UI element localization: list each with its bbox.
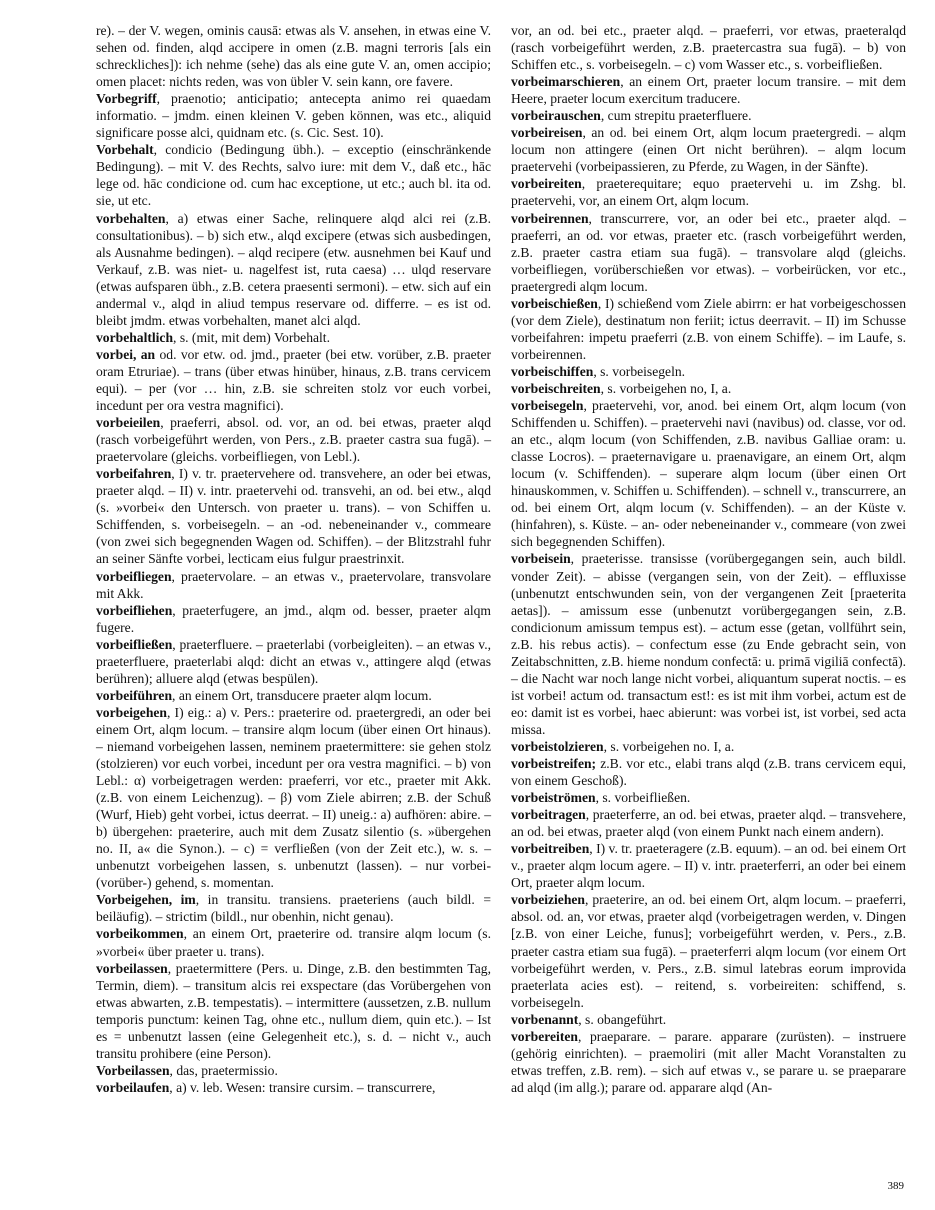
dictionary-entry (96, 891, 491, 925)
entry-headword: vorbeifließen (96, 636, 173, 652)
dictionary-entry (96, 960, 491, 1062)
dictionary-entry (511, 891, 906, 1010)
entry-text: , s. vorbeisegeln. (593, 363, 686, 379)
entry-headword: vorbehalten (96, 210, 166, 226)
entry-text: od. vor etw. od. jmd., praeter (bei etw. vorüber, z.B. praeter oram Etruriae). – trans (über etwas hinüber, hinaus, z.B. trans cervicem equi). – per (vor … hin, z.B. sie schreiten stolz vor euch vorbei, incedunt per ora vestra magnifici). (96, 346, 491, 414)
dictionary-entry (511, 380, 906, 397)
entry-headword: vorbeischießen (511, 295, 598, 311)
dictionary-entry (96, 346, 491, 414)
dictionary-entry (96, 210, 491, 329)
entry-headword: vorbereiten (511, 1028, 578, 1044)
entry-headword: vorbeilassen (96, 960, 168, 976)
entry-text: , praeterferre, an od. bei etwas, praeter alqd. – transvehere, an od. bei etwas, praeter alqd (von einem Punkt nach einem andern). (511, 807, 906, 840)
entry-headword: vorbeirennen (511, 210, 589, 226)
entry-headword: vorbeisegeln (511, 398, 584, 414)
entry-text: , praeterire, an od. bei einem Ort, alqm locum. – praeferri, absol. od. an, vor etwas, praeter alqd (vorbeigetragen werden, v. Dingen [z.B. von einer Leiche, funus]; vorbeigeführt werden, v. Pers., z.B. praeter castra etiam sua fugā). – praeterferri alqm locum (vor einem Ort vorbeigeführt werden, v. Pers., z.B. simul latebras eorum improvida praeterlata acies est). – reitend, s. vorbeireiten: schiffend, s. vorbeisegeln. (511, 892, 906, 1010)
entry-headword: vorbeirauschen (511, 108, 601, 124)
entry-text: , condicio (Bedingung übh.). – exceptio (einschränkende Bedingung). – mit V. des Rechts, salvo iure: mit dem V., daß etc., hāc lege od. hāc condicione od. cum hac exceptione, ut etc.; auch bl. ita od. sie, ut etc. (96, 142, 491, 209)
entry-headword: vorbeikommen (96, 926, 184, 942)
entry-text: , das, praetermissio. (169, 1062, 278, 1078)
dictionary-entry (96, 602, 491, 636)
entry-text: , in transitu. transiens. praeteriens (auch bildl. = beiläufig). – strictim (bildl., nur obenhin, nicht genau). (96, 892, 491, 925)
dictionary-entry (511, 124, 906, 175)
entry-text: z.B. vor etc., elabi trans alqd (z.B. trans cervicem equi, von einem Geschoß). (511, 756, 906, 789)
entry-text: , an einem Ort, transducere praeter alqm locum. (172, 687, 432, 703)
entry-text: , praeterfugere, an jmd., alqm od. besser, praeter alqm fugere. (96, 602, 491, 635)
entry-text: , s. obangeführt. (578, 1011, 667, 1027)
dictionary-entry (96, 1079, 491, 1096)
dictionary-entry (96, 414, 491, 465)
entry-text: , an einem Ort, praeter locum transire. – mit dem Heere, praeter locum exercitum traducere. (511, 74, 906, 107)
entry-text: , s. vorbeigehen no. I, a. (603, 738, 735, 754)
entry-text: , praeferri, absol. od. vor, an od. bei etwas, praeter alqd (rasch vorbeigeführt werden, von Pers., z.B. praeter castra sua fugā). – praetervolare (gleichs. vorbeifliegen, von Lebl.). (96, 415, 491, 465)
dictionary-entry (96, 925, 491, 959)
dictionary-entry (511, 210, 906, 295)
dictionary-entry (96, 1062, 491, 1079)
entry-text: , praeterequitare; equo praetervehi u. im Zshg. bl. praetervehi, vor, an einem Ort, alqm locum. (511, 176, 906, 209)
entry-headword: vorbeireiten (511, 176, 582, 192)
dictionary-entry (96, 90, 491, 141)
entry-text: , s. (mit, mit dem) Vorbehalt. (173, 329, 330, 345)
entry-headword: vorbeistreifen; (511, 756, 597, 772)
entry-text: , s. vorbeifließen. (595, 790, 691, 806)
entry-text: vor, an od. bei etc., praeter alqd. – praeferri, vor etwas, praeteralqd (rasch vorbeigeführt werden, z.B. praetercastra sua fugā). – b) von Schiffen etc., s. vorbeisegeln. – c) vom Wasser etc., s. vorbeifließen. (511, 23, 906, 73)
page-number: 389 (887, 1180, 904, 1192)
entry-headword: Vorbeigehen, im (96, 892, 196, 908)
entry-headword: vorbeiführen (96, 687, 173, 703)
entry-headword: vorbei, an (96, 346, 156, 362)
entry-text: , a) v. leb. Wesen: transire cursim. – transcurrere, (169, 1079, 436, 1095)
dictionary-entry (511, 175, 906, 209)
dictionary-entry (511, 1028, 906, 1096)
dictionary-entry (511, 550, 906, 738)
dictionary-entry (96, 568, 491, 602)
entry-text: , I) eig.: a) v. Pers.: praeterire od. praetergredi, an oder bei einem Ort, alqm locum. – transire alqm locum (über einen Ort hinaus). – niemand vorbeigehen lassen, neminem praetermittere: sie gehen stolz (stolzieren) vor euch vorbei, incedunt per ora vestra magnifici. – b) von Lebl.: α) vorbeigetragen werden: praeferri, vor etc., praeter mit Akk. (z.B. von einem Leichenzug). – β) vom Ziele abirren; z.B. der Schuß (Wurf, Hieb) geht vorbei, ictus deerrat. – II) uneig.: a) aufhören: abire. – b) übergehen: praeterire, auch mit dem Zusatz silentio (s. »übergehen no. II, a« die Synon.). – c) = verfließen (von der Zeit etc.), w. s. – unbenutzt vorbeigehen lassen, s. unbenutzt (lassen). – nur vorbei- (vorüber-) gehend, s. momentan. (96, 704, 491, 891)
entry-headword: vorbeifahren (96, 466, 172, 482)
dictionary-entry (511, 738, 906, 755)
entry-headword: vorbehaltlich (96, 329, 174, 345)
entry-headword: vorbeistolzieren (511, 738, 604, 754)
entry-text: , I) schießend vom Ziele abirrn: er hat vorbeigeschossen (vor dem Ziele), destinatum non feriit; ictus deerravit. – II) im Schusse vorbeifahren: impetu praeferri (z.B. von einem Schiffe). – im Laufe, s. vorbeirennen. (511, 295, 906, 362)
entry-text: , I) v. tr. praetervehere od. transvehere, an oder bei etwas, praeter alqd. – II) v. intr. praetervehi od. transvehi, an od. bei etw., alqd (s. »vorbei« den Untersch. von praeter u. trans). – von Schiffen u. Schiffenden, s. vorbeisegeln. – an -od. nebeneinander v., commeare (von zwei sich begegnenden Wagen od. Schiffen). – der Blitzstrahl fuhr an seiner Sänfte vorbei, lecticam eius fulgur praestrinxit. (96, 466, 491, 567)
entry-text: , a) etwas einer Sache, relinquere alqd alci rei (z.B. consultationibus). – b) sich etw., alqd excipere (etwas sich ausbedingen, als Ausnahme bedingen). – alqd recipere (etw. ausnehmen bei Kauf und Verkauf, z.B. was niet- u. nagelfest ist, ruta caesa) … ulqd reservare (etwas aufsparen übh., z.B. cetera praesenti sermoni). – etw. sich auf ein andermal v., alqd in aliud tempus reservare od. differre. – es ist od. bleibt jmdm. etwas vorbehalten, manet alci alqd. (96, 210, 491, 328)
entry-text: , praeterisse. transisse (vorübergegangen sein, auch bildl. vonder Zeit). – abisse (vergangen sein, von der Zeit). – effluxisse (unbenutzt entschwunden sein, von der vergangenen Zeit [praeterita aetas]). – amissum esse (unbenutzt vorübergegangen sein, z.B. condicionum amissum tempus est). – actum esse (getan, vollführt sein, z.B. his rebus actis). – confectum esse (zu Ende gebracht sein, von Zeitabschnitten, z.B. hieme nondum confectā: u. primā vigiliā confectā). – die Nacht war noch lange nicht vorbei, aliquantum superat noctis. – es ist vorbei! actum od. transactum est!: es ist mit ihm vorbei, actum est de eo: damit ist es vorbei, haec abierunt: was vorbei ist, ist vorbei, sed acta missa. (511, 551, 906, 737)
entry-text: , praeterfluere. – praeterlabi (vorbeigleiten). – an etwas v., praeterfluere, praeterlabi alqd: dicht an etwas v., attingere alqd (etwas berühren); alluere alqd (etwas bespülen). (96, 636, 491, 686)
dictionary-entry (96, 141, 491, 209)
entry-text: , I) v. tr. praeteragere (z.B. equum). – an od. bei einem Ort v., praeter alqm locum agere. – II) v. intr. praeterferri, an oder bei einem Ort, praeter alqm locum. (511, 841, 906, 891)
entry-text: , praeparare. – parare. apparare (zurüsten). – instruere (gehörig einrichten). – praemoliri (mit aller Macht Voranstalten zu etwas treffen, z.B. rem). – sich auf etwas v., se parare u. se praeparare ad alqd (im allg.); parare od. apparare alqd (An- (511, 1028, 906, 1095)
dictionary-entry (511, 789, 906, 806)
entry-headword: vorbeisein (511, 551, 571, 567)
entry-headword: Vorbehalt (96, 142, 154, 158)
entry-text: , praetermittere (Pers. u. Dinge, z.B. den bestimmten Tag, Termin, diem). – transitum alcis rei exspectare (das Vorübergehen von etwas abwarten, z.B. tempestatis). – intermittere (aussetzen, z.B. nullum temporis punctum: keinen Tag, ohne etc., nullum diem, quin etc.). – Ist es = unbenutzt lassen (eine Gelegenheit etc.), s. d. – nicht v., auch transitu prohibere (eine Person). (96, 960, 491, 1061)
entry-headword: vorbeiziehen (511, 892, 585, 908)
entry-text: , praetervehi, vor, anod. bei einem Ort, alqm locum (von Schiffenden u. Schiffen). – praetervehi navi (navibus) od. classe, vor od. an etc., alqm locum (von Schiffenden, z.B. navibus Galliae oram: u. classe Locros). – praeternavigare u. praenavigare, an einem Ort, alqm locum (v. Schiffenden). – superare alqm locum (über einen Ort hinauskommen, v. Schiffen u. Schiffenden). – schnell v., transcurrere, an od. bei einem Ort, alqm locum (v. Schiffenden). – an der Küste v. (hinfahren), s. Küste. – an- oder nebeneinander v., commeare (von zwei sich begegnenden Schiffen). (511, 398, 906, 550)
dictionary-entry (511, 840, 906, 891)
entry-headword: vorbeilaufen (96, 1079, 170, 1095)
dictionary-entry (96, 22, 491, 90)
entry-text: re). – der V. wegen, ominis causā: etwas als V. ansehen, in etwas eine V. sehen od. finden, alqd accipere in omen (z.B. magni terroris [als ein schreckliches]): ich nehme (sehe) das als eine gute V. an, omen accipio; omen placet: nichts reden, was von übler V. sein kann, ore favere. (96, 23, 491, 90)
entry-text: , praetervolare. – an etwas v., praetervolare, transvolare mit Akk. (96, 568, 491, 601)
entry-headword: vorbeitragen (511, 807, 586, 823)
dictionary-entry (511, 73, 906, 107)
entry-headword: vorbeifliegen (96, 568, 172, 584)
entry-text: , transcurrere, vor, an oder bei etc., praeter alqd. – praeferri, an od. vor etwas, praeter etc. (rasch vorbeigeführt werden, z.B. praeter castra etiam sua fugā). – transvolare alqd (gleichs. vorbeifliegen, vorüberschießen vor etwas). – vorbeirücken, vor etc., praetergredi alqm locum. (511, 210, 906, 294)
dictionary-entry (511, 1011, 906, 1028)
entry-headword: vorbeischreiten (511, 380, 601, 396)
dictionary-entry (96, 704, 491, 892)
entry-headword: vorbeitreiben (511, 841, 590, 857)
dictionary-entry (511, 295, 906, 363)
dictionary-entry (511, 107, 906, 124)
dictionary-entry (96, 465, 491, 567)
dictionary-entry (511, 363, 906, 380)
entry-text: , an einem Ort, praeterire od. transire alqm locum (s. »vorbei« über praeter u. trans). (96, 926, 491, 959)
entry-headword: vorbeischiffen (511, 363, 594, 379)
dictionary-entry (511, 755, 906, 789)
entry-text: , cum strepitu praeterfluere. (600, 108, 752, 124)
dictionary-entry (96, 636, 491, 687)
entry-headword: vorbeifliehen (96, 602, 173, 618)
entry-headword: vorbenannt (511, 1011, 579, 1027)
dictionary-entry (96, 329, 491, 346)
dictionary-entry (96, 687, 491, 704)
entry-text: , an od. bei einem Ort, alqm locum praetergredi. – alqm locum non attingere (einen Ort nicht berühren). – alqm locum praetervehi (vorbeipassieren, zu Pferde, zu Wagen, in der Sänfte). (511, 125, 906, 175)
entry-headword: vorbeiströmen (511, 790, 596, 806)
entry-headword: vorbeireisen (511, 125, 583, 141)
entry-text: , s. vorbeigehen no, I, a. (600, 380, 732, 396)
entry-text: , praenotio; anticipatio; antecepta animo rei quaedam informatio. – jmdm. einen kleinen V. geben können, was etc., aliquid significare posse alci, quidnam etc. (s. Cic. Sest. 10). (96, 91, 491, 141)
entry-headword: vorbeieilen (96, 415, 161, 431)
dictionary-entry (511, 806, 906, 840)
entry-headword: Vorbeilassen (96, 1062, 170, 1078)
dictionary-entry (511, 22, 906, 73)
entry-headword: Vorbegriff (96, 91, 157, 107)
dictionary-entry (511, 397, 906, 550)
entry-headword: vorbeigehen (96, 704, 167, 720)
left-column (96, 22, 491, 1096)
entry-headword: vorbeimarschieren (511, 74, 621, 90)
right-column (511, 22, 906, 1096)
